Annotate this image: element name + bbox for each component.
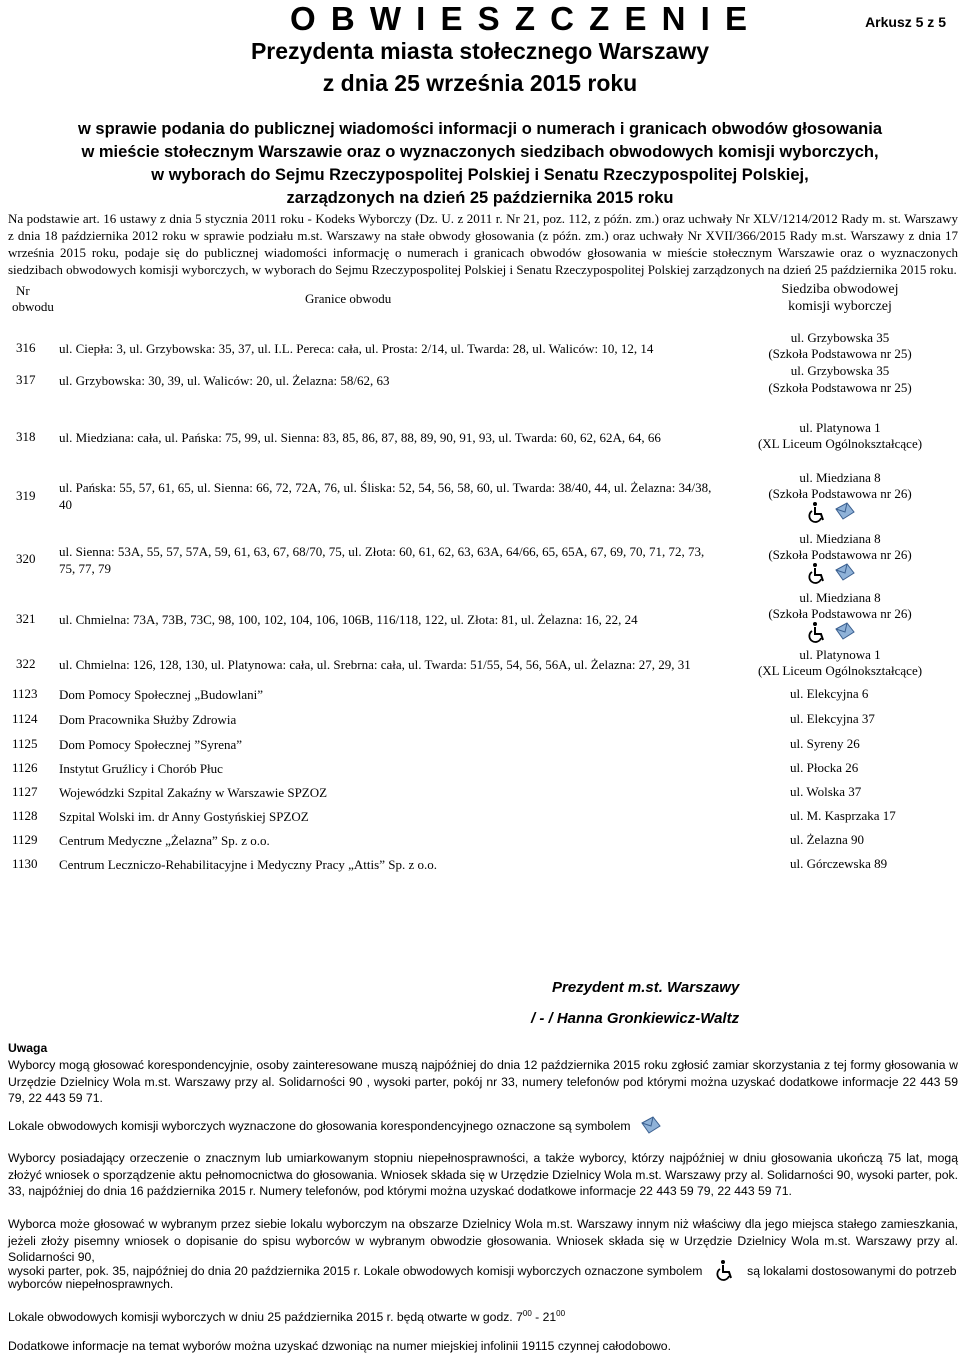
- sheet-number: Arkusz 5 z 5: [865, 14, 946, 30]
- district-nr: 317: [16, 372, 36, 387]
- district-nr: 322: [16, 656, 36, 671]
- signer-name: / - / Hanna Gronkiewicz-Waltz: [531, 1010, 740, 1027]
- district-seat: ul. Miedziana 8: [799, 531, 881, 546]
- district-boundaries: ul. Ciepła: 3, ul. Grzybowska: 35, 37, ul. I.L. Pereca: cała, ul. Prosta: 2/14, ul. Twarda: 28, ul. Waliców: 10, 12, 14: [59, 341, 654, 356]
- special-name: Centrum Leczniczo-Rehabilitacyjne i Medyczny Pracy „Attis” Sp. z o.o.: [59, 857, 437, 872]
- special-address: ul. Elekcyjna 37: [790, 711, 875, 726]
- note-text: wysoki parter, pok. 35, najpóźniej do dnia 20 października 2015 r. Lokale obwodowych komisji wyborczych oznaczone symbolem: [8, 1264, 703, 1278]
- special-name: Dom Pomocy Społecznej „Budowlani”: [59, 687, 263, 702]
- district-seat: ul. Grzybowska 35: [790, 330, 890, 345]
- legal-basis: Na podstawie art. 16 ustawy z dnia 5 stycznia 2011 roku - Kodeks Wyborczy (Dz. U. z 2011 r. Nr 21, poz. 112, z późn. zm.) oraz uchwały Nr XLV/1214/2012 Rady m. st. Warszawy z dnia 18 października 2012 roku w sprawie podziału m.st. Warszawy na stałe obwody głosowania (z późn. zm.) oraz uchwały Nr XVII/366/2015 Rady m.st. Warszawy z dnia 17 września 2015 roku, podaje się do publicznej wiadomości informację o numerach i granicach obwodów głosowania w mieście stołecznym Warszawie oraz o wyznaczonych siedzibach obwodowych komisji wyborczych, w wyborach do Sejmu Rzeczypospolitej Polskiej i Senatu Rzeczypospolitej Polskiej zarządzonych na dzień 25 października 2015 roku.: [8, 211, 958, 277]
- note-text: Lokale obwodowych komisji wyborczych wyznaczone do głosowania korespondencyjnego oznaczone są symbolem: [8, 1119, 631, 1133]
- special-address: ul. Wolska 37: [790, 784, 862, 799]
- district-seat-name: (Szkoła Podstawowa nr 26): [768, 486, 912, 501]
- district-icons: [806, 621, 866, 645]
- note-other-location: Wyborca może głosować w wybranym przez siebie lokalu wyborczym na obszarze Dzielnicy Wola m.st. Warszawy innym niż właściwy dla jego miejsca stałego zamieszkania, jeżeli złoży pisemny wniosek o dopisanie do spisu wyborców w wybranym obwodzie głosowania. Wniosek składa się w Urzędzie Dzielnicy Wola m.st. Warszawy przy al. Solidarności 90,: [8, 1217, 958, 1264]
- col-siedziba-header: Siedziba obwodowej: [781, 282, 899, 297]
- envelope-icon: [834, 621, 856, 643]
- note-text: Lokale obwodowych komisji wyborczych w dniu 25 października 2015 r. będą otwarte w godz. 7: [8, 1310, 523, 1324]
- district-seat-name: (Szkoła Podstawowa nr 26): [768, 547, 912, 562]
- district-seat: ul. Platynowa 1: [799, 420, 881, 435]
- subject-line-1: w sprawie podania do publicznej wiadomości informacji o numerach i granicach obwodów głosowania: [77, 120, 883, 138]
- district-boundaries: ul. Sienna: 53A, 55, 57, 57A, 59, 61, 63, 67, 68/70, 75, ul. Złota: 60, 61, 62, 63, 63A, 64/66, 65, 65A, 67, 69, 70, 71, 72, 73, 75, 77, 79: [59, 544, 705, 576]
- envelope-icon: [834, 562, 856, 584]
- special-address: ul. Elekcyjna 6: [790, 686, 869, 701]
- special-address: ul. Żelazna 90: [790, 832, 864, 847]
- special-name: Instytut Gruźlicy i Chorób Płuc: [59, 761, 223, 776]
- district-boundaries: ul. Chmielna: 73A, 73B, 73C, 98, 100, 102, 104, 106, 106B, 116/118, 122, ul. Złota: 81, ul. Żelazna: 16, 22, 24: [59, 612, 638, 627]
- special-nr: 1126: [12, 760, 38, 775]
- note-proxy: Wyborcy posiadający orzeczenie o znacznym lub umiarkowanym stopniu niepełnosprawności, a także wyborcy, którzy najpóźniej w dniu głosowania ukończą 75 lat, mogą złożyć wniosek o sporządzenie aktu pełnomocnictwa do głosowania. Wniosek składa się w Urzędzie Dzielnicy Wola m.st. Warszawy przy al. Solidarności 90, wysoki parter, pok. 33, najpóźniej do dnia 16 października 2015 r. Numery telefonów, pod którymi można uzyskać dodatkowe informacje 22 443 59 79, 22 443 59 71.: [8, 1151, 958, 1198]
- note-correspondence: Wyborcy mogą głosować korespondencyjnie, osoby zainteresowane muszą najpóźniej do dnia 12 października 2015 roku zgłosić zamiar skorzystania z tej formy głosowania w Urzędzie Dzielnicy Wola m.st. Warszawy przy al. Solidarności 90 , wysoki parter, pokój nr 33, numery telefonów pod którymi można uzyskać dodatkowe informacje 22 443 59 79, 22 443 59 71.: [8, 1058, 958, 1105]
- signer-title: Prezydent m.st. Warszawy: [552, 979, 740, 996]
- district-nr: 321: [16, 611, 36, 626]
- district-seat-name: (Szkoła Podstawowa nr 25): [768, 346, 912, 361]
- subject-line-2: w mieście stołecznym Warszawie oraz o wyznaczonych siedzibach obwodowych komisji wyborczych,: [81, 143, 879, 161]
- district-nr: 320: [16, 551, 36, 566]
- special-name: Dom Pracownika Służby Zdrowia: [59, 712, 237, 727]
- district-seat-name: (XL Liceum Ogólnokształcące): [757, 663, 923, 678]
- district-boundaries: ul. Chmielna: 126, 128, 130, ul. Platynowa: cała, ul. Srebrna: cała, ul. Twarda: 51/55, 54, 56, 56A, ul. Żelazna: 27, 29, 31: [59, 657, 691, 672]
- note-accessible-end: wyborców niepełnosprawnych.: [8, 1277, 174, 1291]
- district-seat-name: (XL Liceum Ogólnokształcące): [757, 436, 923, 451]
- special-nr: 1129: [12, 832, 38, 847]
- district-seat: ul. Miedziana 8: [799, 470, 881, 485]
- district-seat-name: (Szkoła Podstawowa nr 25): [768, 380, 912, 395]
- district-boundaries: ul. Pańska: 55, 57, 61, 65, ul. Sienna: 66, 72, 72A, 76, ul. Śliska: 52, 54, 56, 58, 60, ul. Twarda: 38/40, 44, ul. Żelazna: 34/38, 40: [59, 480, 712, 512]
- district-seat: ul. Miedziana 8: [799, 590, 881, 605]
- envelope-icon: [640, 1115, 662, 1137]
- special-address: ul. Syreny 26: [790, 736, 860, 751]
- district-nr: 318: [16, 429, 36, 444]
- special-nr: 1125: [12, 736, 38, 751]
- col-nr-header-2: obwodu: [12, 299, 54, 314]
- special-nr: 1123: [12, 686, 38, 701]
- district-boundaries: ul. Miedziana: cała, ul. Pańska: 75, 99, ul. Sienna: 83, 85, 86, 87, 88, 89, 90, 91, 93, ul. Twarda: 60, 62, 62A, 64, 66: [59, 430, 661, 445]
- district-nr: 316: [16, 340, 36, 355]
- special-address: ul. Górczewska 89: [790, 856, 888, 871]
- issuer-line: Prezydenta miasta stołecznego Warszawy: [250, 38, 710, 64]
- special-name: Wojewódzki Szpital Zakaźny w Warszawie SPZOZ: [59, 785, 328, 800]
- district-seat-name: (Szkoła Podstawowa nr 26): [768, 606, 912, 621]
- wheelchair-icon: [806, 501, 828, 523]
- district-icons: [806, 501, 866, 525]
- wheelchair-icon: [806, 562, 828, 584]
- district-seat: ul. Grzybowska 35: [790, 363, 890, 378]
- note-text: - 21: [531, 1310, 557, 1324]
- subject-line-4: zarządzonych na dzień 25 października 2015 roku: [286, 189, 674, 207]
- note-text: są lokalami dostosowanymi do potrzeb: [747, 1264, 957, 1278]
- col-granice-header: Granice obwodu: [305, 291, 392, 306]
- wheelchair-icon: [806, 621, 828, 643]
- notes-heading: Uwaga: [8, 1041, 48, 1055]
- date-line: z dnia 25 września 2015 roku: [322, 70, 638, 96]
- special-nr: 1127: [12, 784, 38, 799]
- special-nr: 1130: [12, 856, 38, 871]
- special-nr: 1128: [12, 808, 38, 823]
- district-nr: 319: [16, 488, 36, 503]
- hour-start-sup: 00: [522, 1308, 532, 1318]
- special-name: Dom Pomocy Społecznej ”Syrena”: [59, 737, 243, 752]
- note-infoline: Dodatkowe informacje na temat wyborów można uzyskać dzwoniąc na numer miejskiej infolinii 19115 czynnej całodobowo.: [8, 1339, 671, 1353]
- note-hours: [8, 1309, 958, 1326]
- special-address: ul. M. Kasprzaka 17: [790, 808, 896, 823]
- district-seat: ul. Platynowa 1: [799, 647, 881, 662]
- envelope-icon: [834, 501, 856, 523]
- district-boundaries: ul. Grzybowska: 30, 39, ul. Waliców: 20, ul. Żelazna: 58/62, 63: [59, 373, 390, 388]
- special-name: Centrum Medyczne „Żelazna” Sp. z o.o.: [59, 833, 270, 848]
- district-icons: [806, 562, 866, 586]
- note-correspondence-symbol: [8, 1115, 668, 1137]
- hour-end-sup: 00: [556, 1308, 566, 1318]
- special-nr: 1124: [12, 711, 38, 726]
- subject-line-3: w wyborach do Sejmu Rzeczypospolitej Polskiej i Senatu Rzeczypospolitej Polskiej,: [151, 166, 809, 184]
- col-nr-header: Nr: [16, 283, 30, 298]
- col-siedziba-header-2: komisji wyborczej: [788, 299, 892, 314]
- special-name: Szpital Wolski im. dr Anny Gostyńskiej SPZOZ: [59, 809, 309, 824]
- document-title: O B W I E S Z C Z E N I E: [290, 0, 751, 37]
- special-address: ul. Płocka 26: [790, 760, 859, 775]
